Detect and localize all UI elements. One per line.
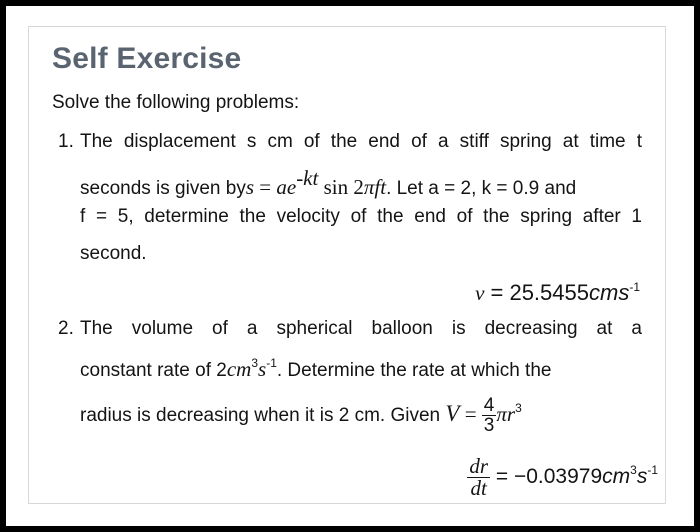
q2-answer-exp2: -1 [647,463,658,477]
q1-formula [245,166,387,199]
q2-unit-exp: 3 [251,356,259,370]
q1-line2-rest: . Let a = 2, k = 0.9 and [386,178,577,199]
formula-ft: ft [374,175,387,199]
q2-line3 [80,380,522,436]
given-exp: 3 [515,401,522,415]
formula-s: s [245,175,255,199]
q1-answer [475,280,640,306]
answer-v: v [475,281,485,305]
given-eq: = [459,402,482,426]
q2-line1: The volume of a spherical balloon is decreasing at a [80,318,642,339]
q2-answer-value: = −0.03979 [490,465,603,488]
derivative-numerator: dr [469,453,489,478]
q2-line3-text: radius is decreasing when it is 2 cm. Given [80,405,441,426]
q1-line1: The displacement s cm of the end of a stiff spring at time t [80,131,642,152]
given-v: V [445,401,460,426]
q1-number: 1. [58,131,74,152]
q1-line4: second. [80,243,147,264]
q1-line3: f = 5, determine the velocity of the end of the spring after 1 [80,206,642,227]
answer-exp: -1 [629,280,640,294]
q2-answer-exp1: 3 [630,463,637,477]
answer-value: = 25.5455 [484,280,589,305]
q2-line2-rest: . Determine the rate at which the [276,360,552,381]
q2-unit-s-exp: -1 [266,356,277,370]
q2-line2 [80,356,551,382]
q2-given-formula [445,395,522,437]
q2-answer-s: s [636,465,648,488]
q2-answer-unit: cm [602,465,631,488]
derivative-denominator: dt [467,477,490,499]
formula-pi: π [363,175,375,199]
given-pi: π [496,402,507,426]
given-r: r [506,402,516,426]
q1-line2 [80,166,576,200]
formula-ae: ae [276,175,297,199]
given-fraction [482,396,497,435]
given-numerator: 4 [483,395,495,417]
page-title: Self Exercise [52,42,242,75]
intro-text: Solve the following problems: [52,92,300,113]
q2-number: 2. [58,318,74,339]
formula-eq: = [254,175,277,199]
given-denominator: 3 [483,415,495,437]
q2-answer [467,440,658,500]
q2-unit-s: s [258,357,267,381]
q2-unit: cm [226,357,252,381]
q1-line2-text: seconds is given by [80,178,246,199]
answer-derivative [467,453,490,500]
answer-unit: cms [589,280,630,305]
formula-sin: sin 2 [318,175,364,199]
formula-exp: -kt [296,166,319,190]
q2-line2-text: constant rate of 2 [80,360,227,381]
